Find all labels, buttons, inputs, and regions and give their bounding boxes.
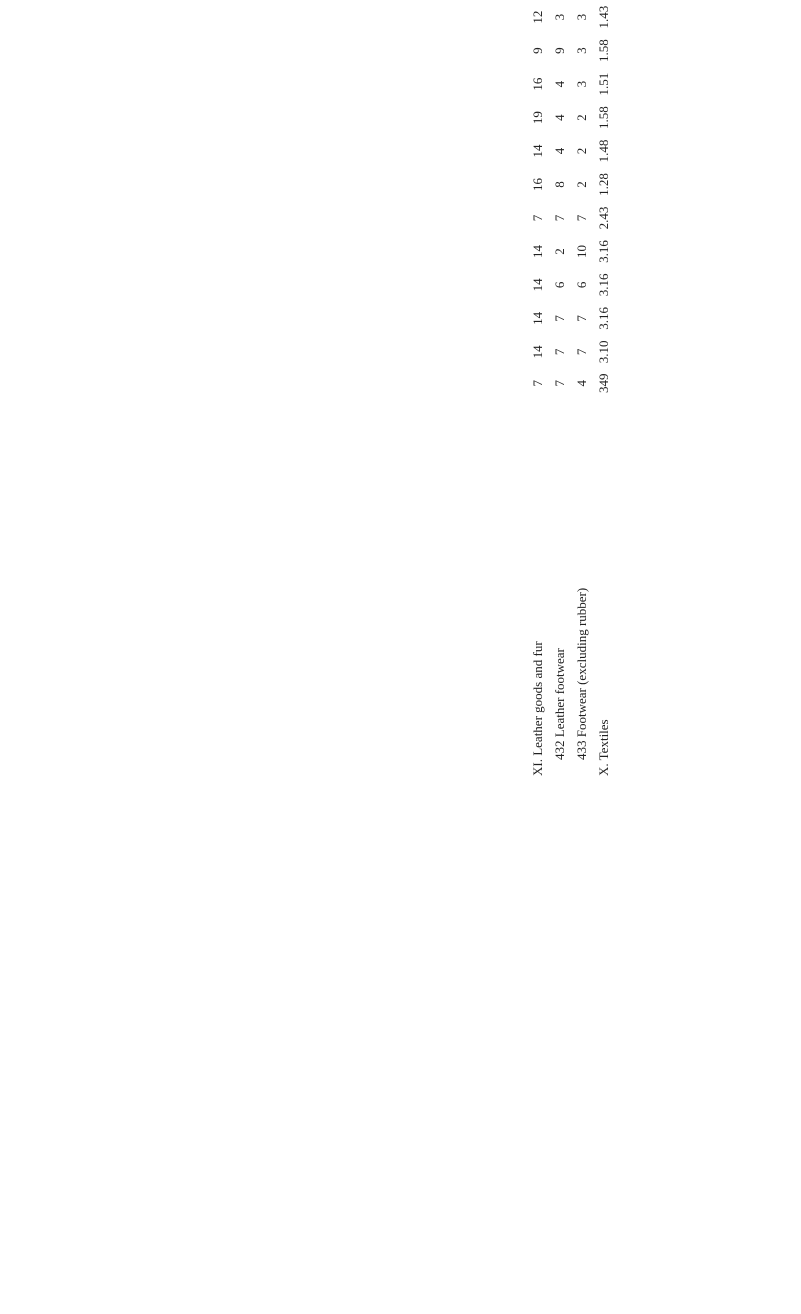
table-cell: 10 [574,244,589,258]
table-cell: 2.43 [596,206,611,230]
table-cell: 7 [530,380,545,387]
table-cell: 12 [530,10,545,24]
table-cell: 3.16 [596,240,611,263]
table-row [593,0,615,782]
table-cell: 3 [574,13,589,21]
table-row [527,0,549,782]
table-cell: 3.10 [596,340,611,364]
table-body [527,0,615,782]
table-cell: 4 [552,147,567,155]
table-cell: 16 [530,77,545,91]
table-cell: 7 [552,315,567,322]
landscape-table-page [513,0,801,800]
table-cell: 1.51 [596,72,611,96]
table-cell: 2 [574,114,589,121]
table-cell: 16 [530,178,545,192]
table-cell: 7 [574,348,589,356]
rotated-page [513,0,801,800]
table-cell: 2 [574,181,589,188]
row-label: XI. Leather goods and fur [530,641,545,776]
table-cell: 3.16 [596,273,611,297]
table-cell: 7 [552,348,567,356]
table-cell: 3 [574,47,589,54]
table-cell: 14 [530,144,545,158]
table-cell: 6 [574,281,589,289]
table-cell: 14 [530,311,545,325]
statistics-table-area [527,0,801,782]
table-row [549,0,571,782]
table-cell: 1.48 [596,139,611,163]
table-cell: 1.58 [596,106,611,129]
table-cell: 7 [530,214,545,222]
table-cell: 1.28 [596,173,611,196]
table-cell: 7 [552,380,567,387]
row-label: X. Textiles [596,719,611,776]
table-cell: 8 [552,181,567,188]
table-cell: 14 [530,244,545,258]
table-cell: 1.43 [596,5,611,29]
table-cell: 7 [552,214,567,222]
row-label: 432 Leather footwear [552,648,567,760]
table-cell: 349 [596,373,611,394]
row-label: 433 Footwear (excluding rubber) [574,587,589,760]
table-cell: 19 [530,111,545,125]
table-cell: 3.16 [596,307,611,330]
table-cell: 3 [552,13,567,21]
table-cell: 14 [530,278,545,292]
table-cell: 2 [574,147,589,155]
table-cell: 7 [574,315,589,322]
table-cell: 14 [530,345,545,359]
table-cell: 9 [530,47,545,54]
table-cell: 2 [552,248,567,255]
table-cell: 4 [574,380,589,387]
table-cell: 6 [552,281,567,289]
table-cell: 9 [552,47,567,54]
table-cell: 4 [552,80,567,88]
table-cell: 4 [552,114,567,121]
statistics-table [527,0,615,782]
table-row [571,0,593,782]
table-cell: 3 [574,80,589,88]
table-cell: 7 [574,214,589,222]
table-cell: 1.58 [596,39,611,63]
